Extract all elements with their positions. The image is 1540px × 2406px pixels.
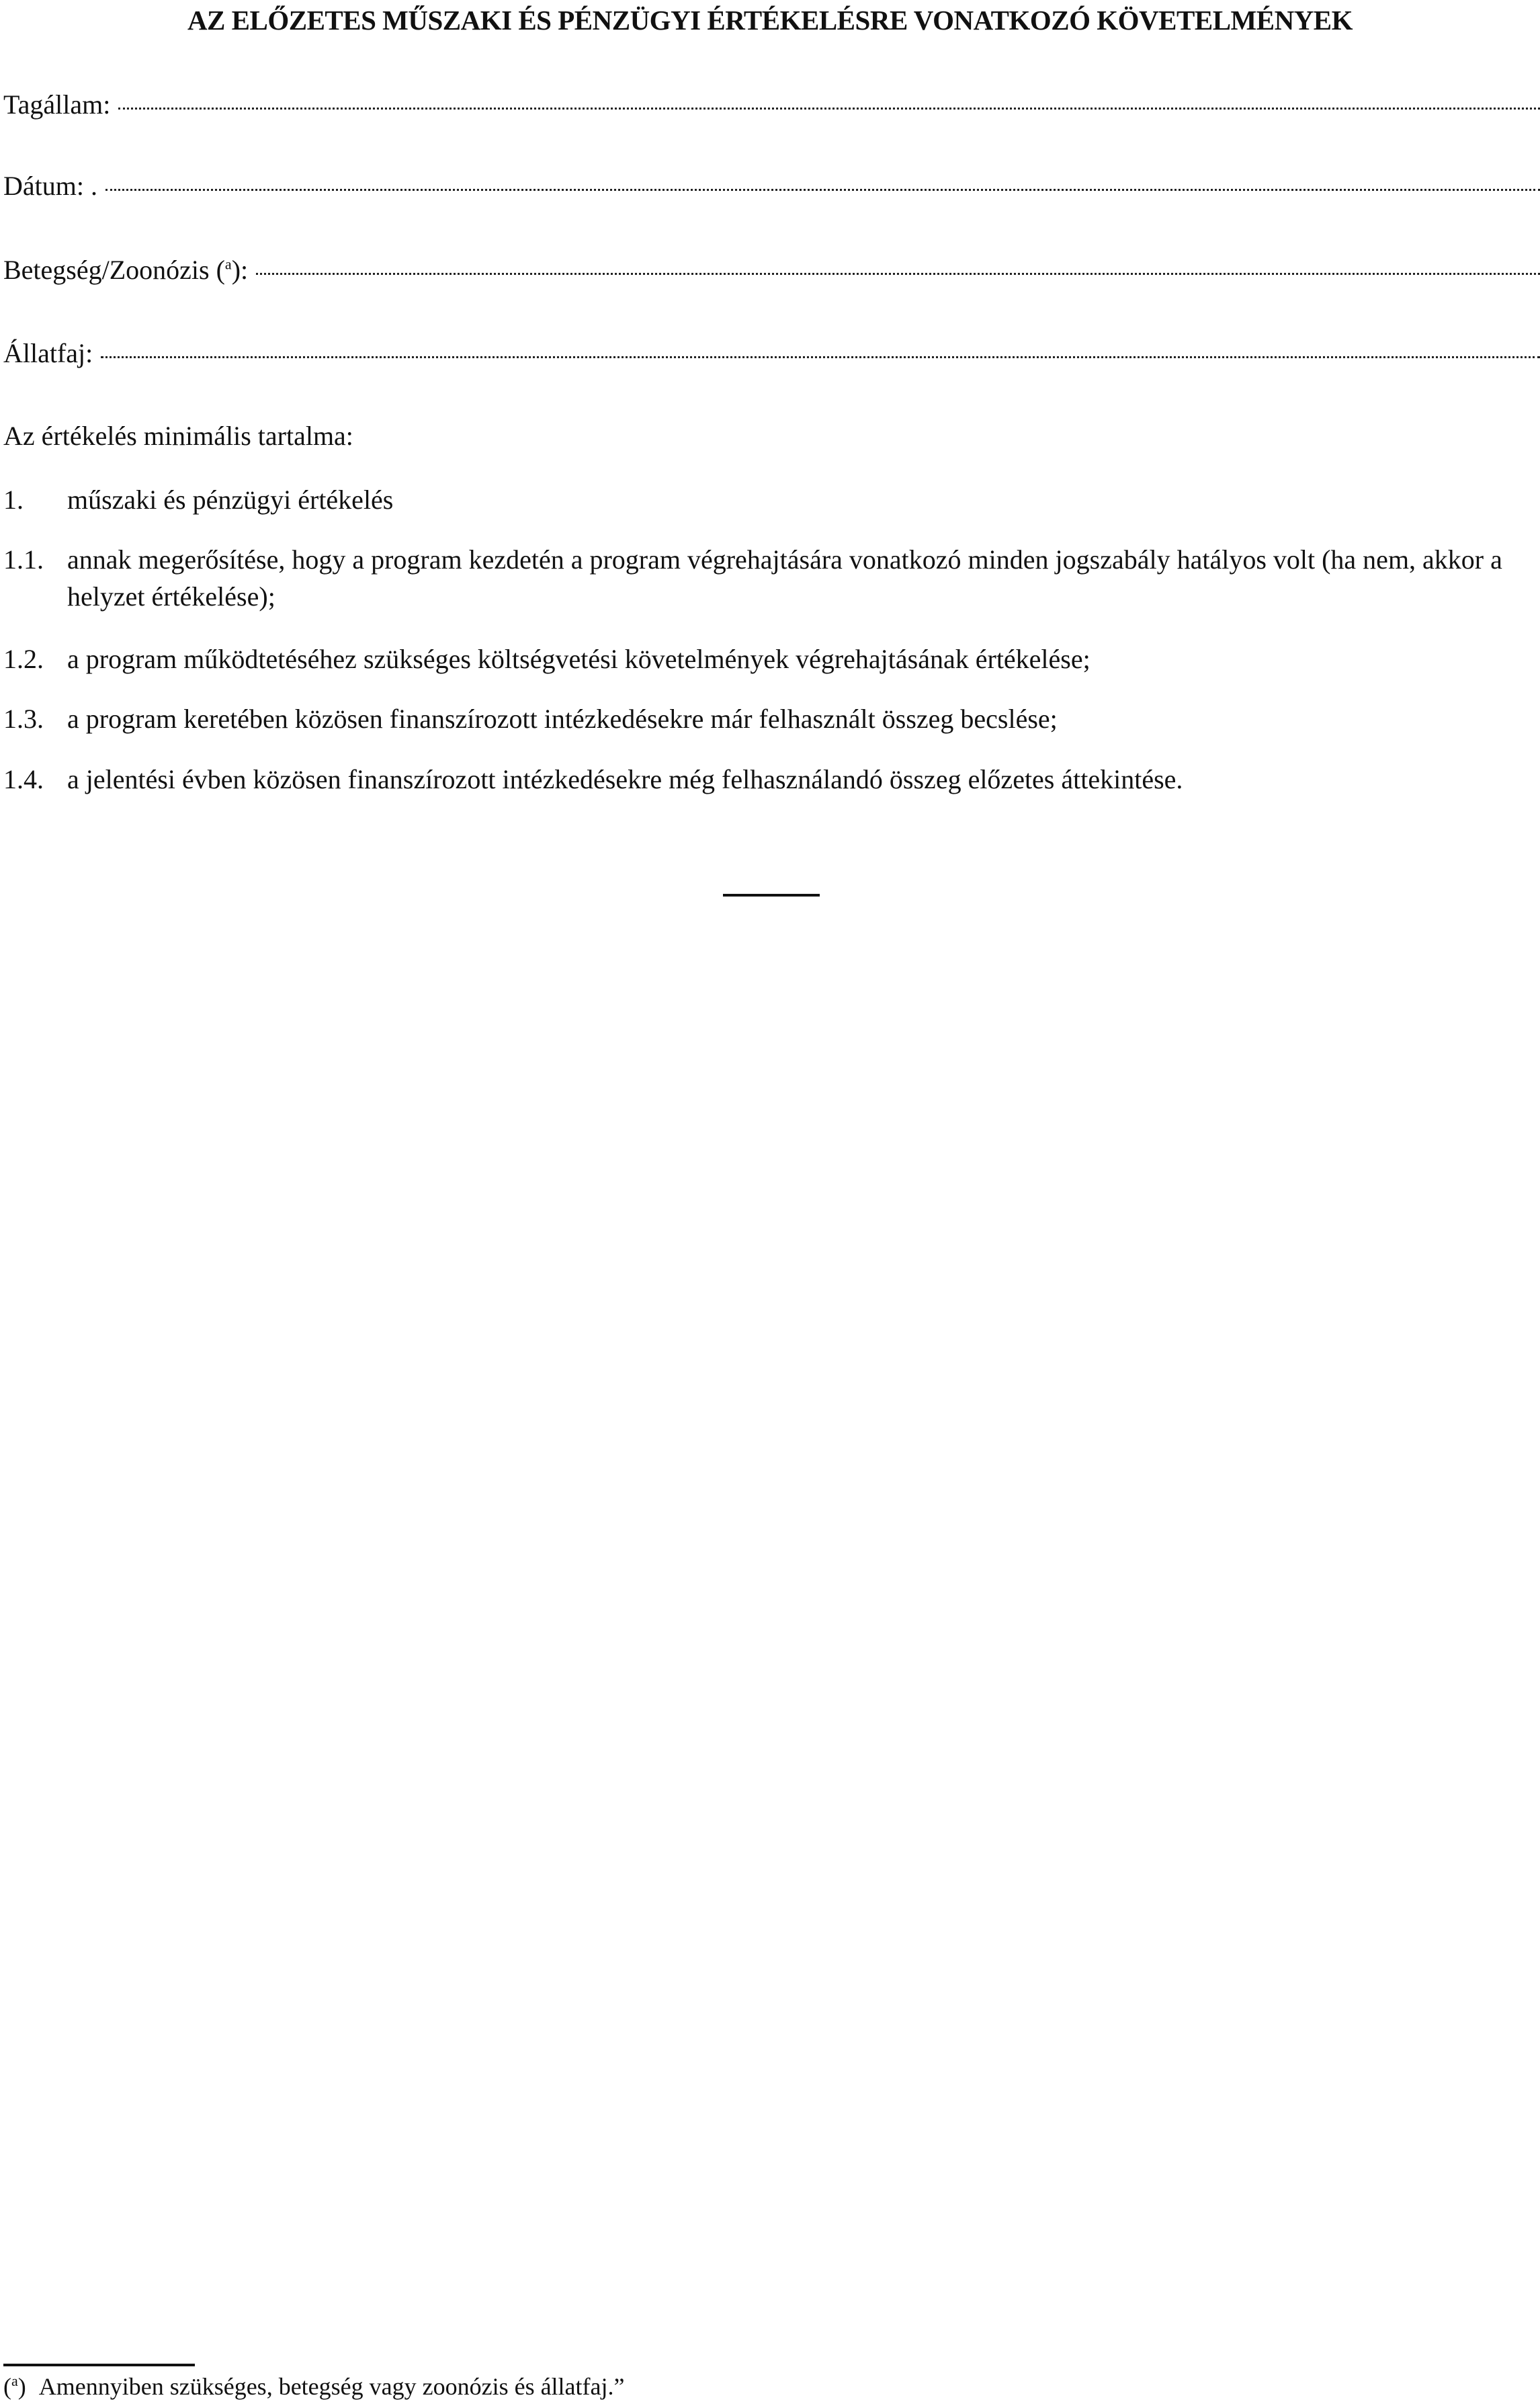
item-number: 1. bbox=[3, 485, 24, 515]
footnote-ref[interactable]: a bbox=[224, 255, 232, 273]
member-state-label: Tagállam: bbox=[3, 89, 111, 120]
list-item bbox=[3, 481, 1540, 518]
footnote-paren-open: ( bbox=[3, 2373, 11, 2400]
section-divider bbox=[723, 894, 820, 897]
disease-fill-line[interactable] bbox=[256, 273, 1540, 275]
date-label: Dátum: . bbox=[3, 171, 97, 201]
date-fill-line[interactable] bbox=[105, 189, 1540, 191]
item-number: 1.4. bbox=[3, 764, 44, 794]
footnote-marker: a bbox=[11, 2372, 18, 2389]
item-text: annak megerősítése, hogy a program kezdetén a program végrehajtására vonatkozó minden jogszabály hatályos volt (ha nem, akkor a helyzet értékelése); bbox=[67, 544, 1502, 612]
species-label: Állatfaj: bbox=[3, 338, 93, 368]
footnote bbox=[3, 2372, 624, 2401]
item-text: a program működtetéséhez szükséges költségvetési követelmények végrehajtásának értékelése; bbox=[67, 644, 1090, 674]
member-state-field bbox=[3, 89, 1540, 120]
item-number: 1.1. bbox=[3, 544, 44, 575]
footnote-text: Amennyiben szükséges, betegség vagy zoonózis és állatfaj.” bbox=[38, 2373, 625, 2400]
document-title: AZ ELŐZETES MŰSZAKI ÉS PÉNZÜGYI ÉRTÉKELÉSRE VONATKOZÓ KÖVETELMÉNYEK bbox=[187, 5, 1353, 36]
disease-field bbox=[3, 254, 1540, 286]
species-fill-line[interactable] bbox=[101, 356, 1540, 358]
list-item bbox=[3, 761, 1540, 798]
date-field bbox=[3, 170, 1540, 202]
item-number: 1.2. bbox=[3, 644, 44, 674]
species-field bbox=[3, 337, 1540, 369]
footnote-separator bbox=[3, 2364, 195, 2366]
member-state-fill-line[interactable] bbox=[118, 108, 1540, 110]
disease-label bbox=[3, 254, 248, 286]
list-item bbox=[3, 541, 1540, 615]
disease-label-text: Betegség/Zoonózis ( bbox=[3, 255, 225, 285]
item-text: műszaki és pénzügyi értékelés bbox=[67, 485, 394, 515]
list-item bbox=[3, 640, 1540, 677]
intro-text: Az értékelés minimális tartalma: bbox=[3, 421, 353, 451]
footnote-paren-close: ) bbox=[17, 2373, 26, 2400]
list-item bbox=[3, 700, 1540, 737]
disease-label-suffix: ): bbox=[231, 255, 249, 285]
item-text: a program keretében közösen finanszírozott intézkedésekre már felhasznált összeg becslése; bbox=[67, 704, 1058, 734]
item-number: 1.3. bbox=[3, 704, 44, 734]
item-text: a jelentési évben közösen finanszírozott intézkedésekre még felhasználandó összeg előzetes áttekintése. bbox=[67, 764, 1183, 794]
